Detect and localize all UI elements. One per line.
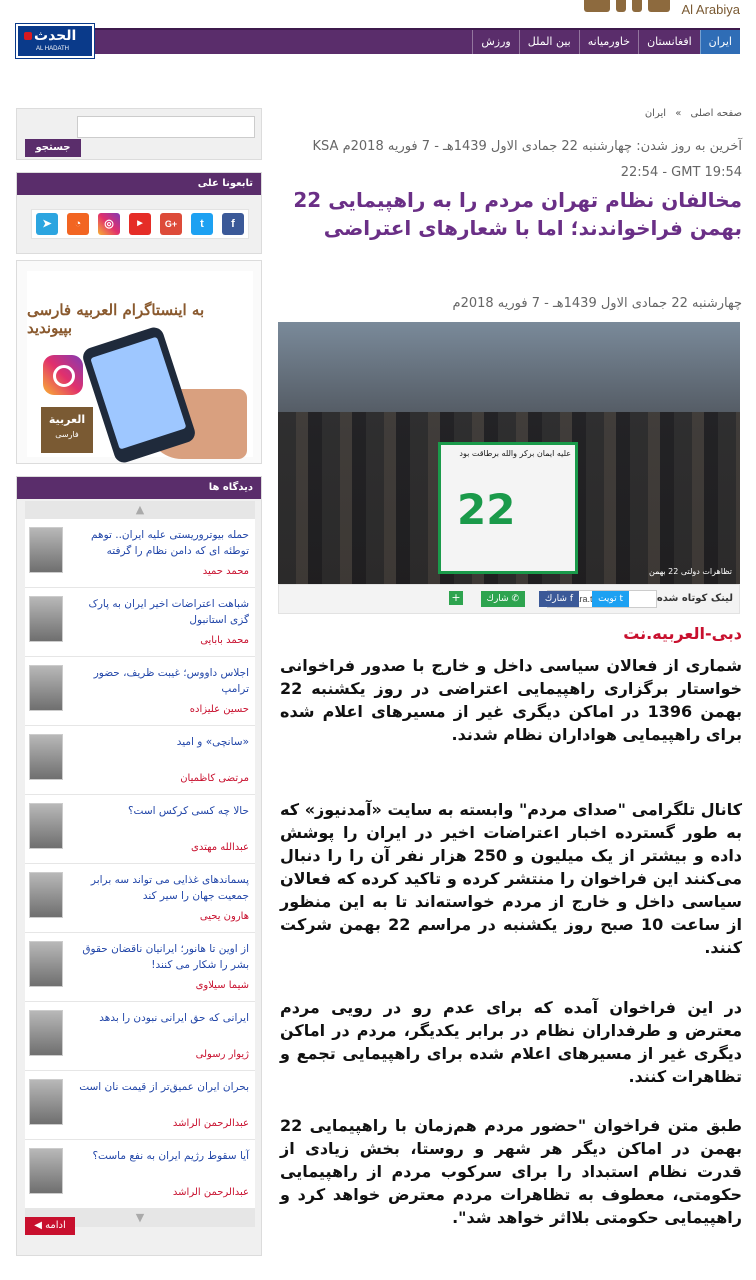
opinion-title[interactable]: ایرانی که حق ایرانی نبودن را بدهد <box>99 1012 249 1024</box>
short-link-label: لینک کوتاه شده <box>656 593 733 604</box>
opinion-title[interactable]: شباهت اعتراضات اخیر ایران به پارک گزی استانبول <box>88 598 249 626</box>
article-paragraph: طبق متن فراخوان "حضور مردم هم‌زمان با راهپیمایی 22 بهمن در اماکن دیگر هر شهر و روستا، بخش زیادی از قدرت نظام استبداد را برای سرکوب مردم از راهپیمایی حکومتی، معطوف به تظاهرات مردم معترض خواهد کرد و راهپیمایی حکومتی بلااثر خواهد شد". <box>280 1116 742 1227</box>
article-source: دبی-العربیه.نت <box>623 624 742 643</box>
instagram-promo-title: به اینستاگرام العربیه فارسی بپیوندید <box>27 301 205 337</box>
hadath-mark-icon <box>24 32 32 40</box>
search-button[interactable]: جستجو <box>25 139 81 157</box>
opinions-header: دیدگاه ها <box>17 477 261 499</box>
whatsapp-share-button[interactable]: ✆ شارك <box>481 591 525 607</box>
avatar <box>29 1148 63 1194</box>
share-bar <box>278 584 740 614</box>
twitter-share-button[interactable]: t تويت <box>592 591 629 607</box>
opinion-author[interactable]: مرتضی کاظمیان <box>180 773 249 784</box>
opinion-title[interactable]: پسماندهای غذایی می تواند سه برابر جمعیت جهان را سیر کند <box>90 874 249 902</box>
list-item[interactable] <box>25 657 255 726</box>
opinion-author[interactable]: عبدالرحمن الراشد <box>172 1118 249 1129</box>
more-button[interactable]: ◀ ادامه <box>25 1217 75 1235</box>
plus-icon[interactable]: + <box>449 591 463 605</box>
list-item[interactable] <box>25 864 255 933</box>
photo-caption: تظاهرات دولتی 22 بهمن <box>648 567 732 576</box>
opinion-title[interactable]: آیا سقوط رژیم ایران به نفع ماست؟ <box>92 1150 249 1162</box>
breadcrumb <box>639 108 742 119</box>
whatsapp-label: شارك <box>486 594 509 604</box>
banner-text: علیه ایمان برکر والله برطاقت بود <box>459 449 571 458</box>
opinion-title[interactable]: حمله بیوتروریستی علیه ایران.. توهم توطئه ای که دامن نظام را گرفته <box>91 529 249 557</box>
article-paragraph: در این فراخوان آمده که برای عدم رو در رویی مردم معترض و طرفداران نظام در برابر یکدیگر، مردم در اماکن دیگری غیر از مسیرهای اعلام شده برای راهپیمایی تجمع و تظاهرات کنند. <box>280 998 742 1086</box>
main-nav <box>16 28 740 54</box>
instagram-promo[interactable] <box>16 260 262 464</box>
avatar <box>29 1010 63 1056</box>
facebook-label: شارك <box>544 594 567 604</box>
tab-afghanistan[interactable]: افغانستان <box>638 30 700 54</box>
avatar <box>29 941 63 987</box>
twitter-icon[interactable]: t <box>191 213 213 235</box>
tab-middle-east[interactable]: خاورمیانه <box>579 30 638 54</box>
list-item[interactable] <box>25 726 255 795</box>
instagram-promo-art <box>27 271 253 457</box>
scroll-down-icon[interactable]: ▼ <box>25 1209 255 1227</box>
opinion-author[interactable]: هارون یحیی <box>199 911 249 922</box>
al-hadath-logo[interactable] <box>16 24 94 58</box>
list-item[interactable] <box>25 1140 255 1209</box>
tab-sports[interactable]: ورزش <box>472 30 518 54</box>
opinion-author[interactable]: حسین علیزاده <box>189 704 249 715</box>
list-item[interactable] <box>25 588 255 657</box>
opinion-title[interactable]: بحران ایران عمیق‌تر از قیمت نان است <box>79 1081 249 1093</box>
badge-sub-label: فارسی <box>55 430 79 439</box>
breadcrumb-iran[interactable]: ایران <box>644 108 667 119</box>
protest-banner <box>438 442 578 574</box>
social-icons <box>31 209 249 239</box>
hadath-arabic: الحدث <box>34 28 77 44</box>
opinion-title[interactable]: حالا چه کسی کرکس است؟ <box>127 805 249 817</box>
banner-number: 22 <box>457 485 516 534</box>
avatar <box>29 665 63 711</box>
opinion-author[interactable]: ژیوار رسولی <box>195 1049 249 1060</box>
opinions-list <box>25 501 255 1227</box>
search-box <box>16 108 262 160</box>
article-paragraph: شماری از فعالان سیاسی داخل و خارج با صدور فراخوانی خواستار برگزاری راهپیمایی اعتراضی در روز یکشنبه 22 بهمن 1396 در اماکن دیگری غیر از مسیرهای اعلام شده برای راهپیمایی هواداران نظام شدند. <box>280 656 743 744</box>
list-item[interactable] <box>25 519 255 588</box>
list-item[interactable] <box>25 933 255 1002</box>
avatar <box>29 734 63 780</box>
telegram-icon[interactable]: ➤ <box>36 213 58 235</box>
avatar <box>29 596 63 642</box>
instagram-logo-icon <box>43 355 83 395</box>
opinion-author[interactable]: محمد حمید <box>202 566 249 577</box>
page-title: مخالفان نظام تهران مردم را به راهپیمایی 22 بهمن فراخواندند؛ اما با شعارهای اعتراضی <box>293 188 742 240</box>
youtube-icon[interactable]: ▶ <box>129 213 151 235</box>
rss-icon[interactable]: ◔ <box>67 213 89 235</box>
instagram-icon[interactable]: ◎ <box>98 213 120 235</box>
last-updated: آخرین به روز شدن: چهارشنبه 22 جمادی الاول 1439هـ - 7 فوریه 2018م KSA 22:54 - GMT 19:54 <box>312 139 742 180</box>
nav-tabs <box>472 30 740 54</box>
logo-mark-icon <box>580 0 670 14</box>
tab-iran[interactable]: ایران <box>700 30 740 54</box>
opinions-box <box>16 476 262 1256</box>
opinion-title[interactable]: «سانچی» و امید <box>176 736 249 748</box>
publish-date: چهارشنبه 22 جمادی الاول 1439هـ - 7 فوریه 2018م <box>452 296 742 311</box>
facebook-share-button[interactable]: f شارك <box>539 591 579 607</box>
list-item[interactable] <box>25 795 255 864</box>
list-item[interactable] <box>25 1071 255 1140</box>
opinion-title[interactable]: از اوین تا هانور؛ ایرانیان ناقضان حقوق بشر را شکار می کنند! <box>82 943 249 971</box>
avatar <box>29 527 63 573</box>
search-input[interactable] <box>77 116 255 138</box>
breadcrumb-separator: » <box>675 108 682 119</box>
follow-box <box>16 172 262 254</box>
facebook-icon[interactable]: f <box>222 213 244 235</box>
al-arabiya-logo[interactable] <box>560 0 740 24</box>
avatar <box>29 872 63 918</box>
opinion-author[interactable]: عبدالله مهتدی <box>191 842 249 853</box>
opinion-author[interactable]: عبدالرحمن الراشد <box>172 1187 249 1198</box>
twitter-label: تويت <box>598 594 617 604</box>
article-paragraph: کانال تلگرامی "صدای مردم" وابسته به سایت «آمدنیوز» که به طور گسترده اخبار اعتراضات اخیر در ایران را پوشش داده و بیشتر از یک میلیون و 250 هزار نفر آن را را دنبال می‌کنند این فراخوان را منتشر کرده و تاکید کرده که فعالان سیاسی داخل و خارج از مردم خواسته‌اند تا به این منظور از ساعت 10 صبح روز یکشنبه در مراسم 22 بهمن شرکت کنند. <box>280 800 743 957</box>
breadcrumb-home[interactable]: صفحه اصلی <box>690 108 742 119</box>
phone-icon <box>81 325 198 464</box>
article-photo[interactable] <box>278 322 740 584</box>
opinion-author[interactable]: محمد بابایی <box>200 635 249 646</box>
follow-header: تابعونا على <box>17 173 261 195</box>
list-item[interactable] <box>25 1002 255 1071</box>
badge-label: العربية <box>48 413 86 426</box>
arabiya-badge <box>41 407 93 453</box>
more-label: ادامه <box>45 1220 66 1231</box>
logo-text: Al Arabiya <box>681 2 740 17</box>
avatar <box>29 803 63 849</box>
tab-international[interactable]: بین الملل <box>519 30 579 54</box>
opinion-author[interactable]: شیما سیلاوی <box>195 980 249 991</box>
sidebar <box>16 108 262 1231</box>
opinion-title[interactable]: اجلاس داووس؛ غیبت ظریف، حضور ترامپ <box>93 667 249 695</box>
avatar <box>29 1079 63 1125</box>
hadath-english: AL HADATH <box>36 46 70 52</box>
scroll-up-icon[interactable]: ▲ <box>25 501 255 519</box>
google-plus-icon[interactable]: G+ <box>160 213 182 235</box>
